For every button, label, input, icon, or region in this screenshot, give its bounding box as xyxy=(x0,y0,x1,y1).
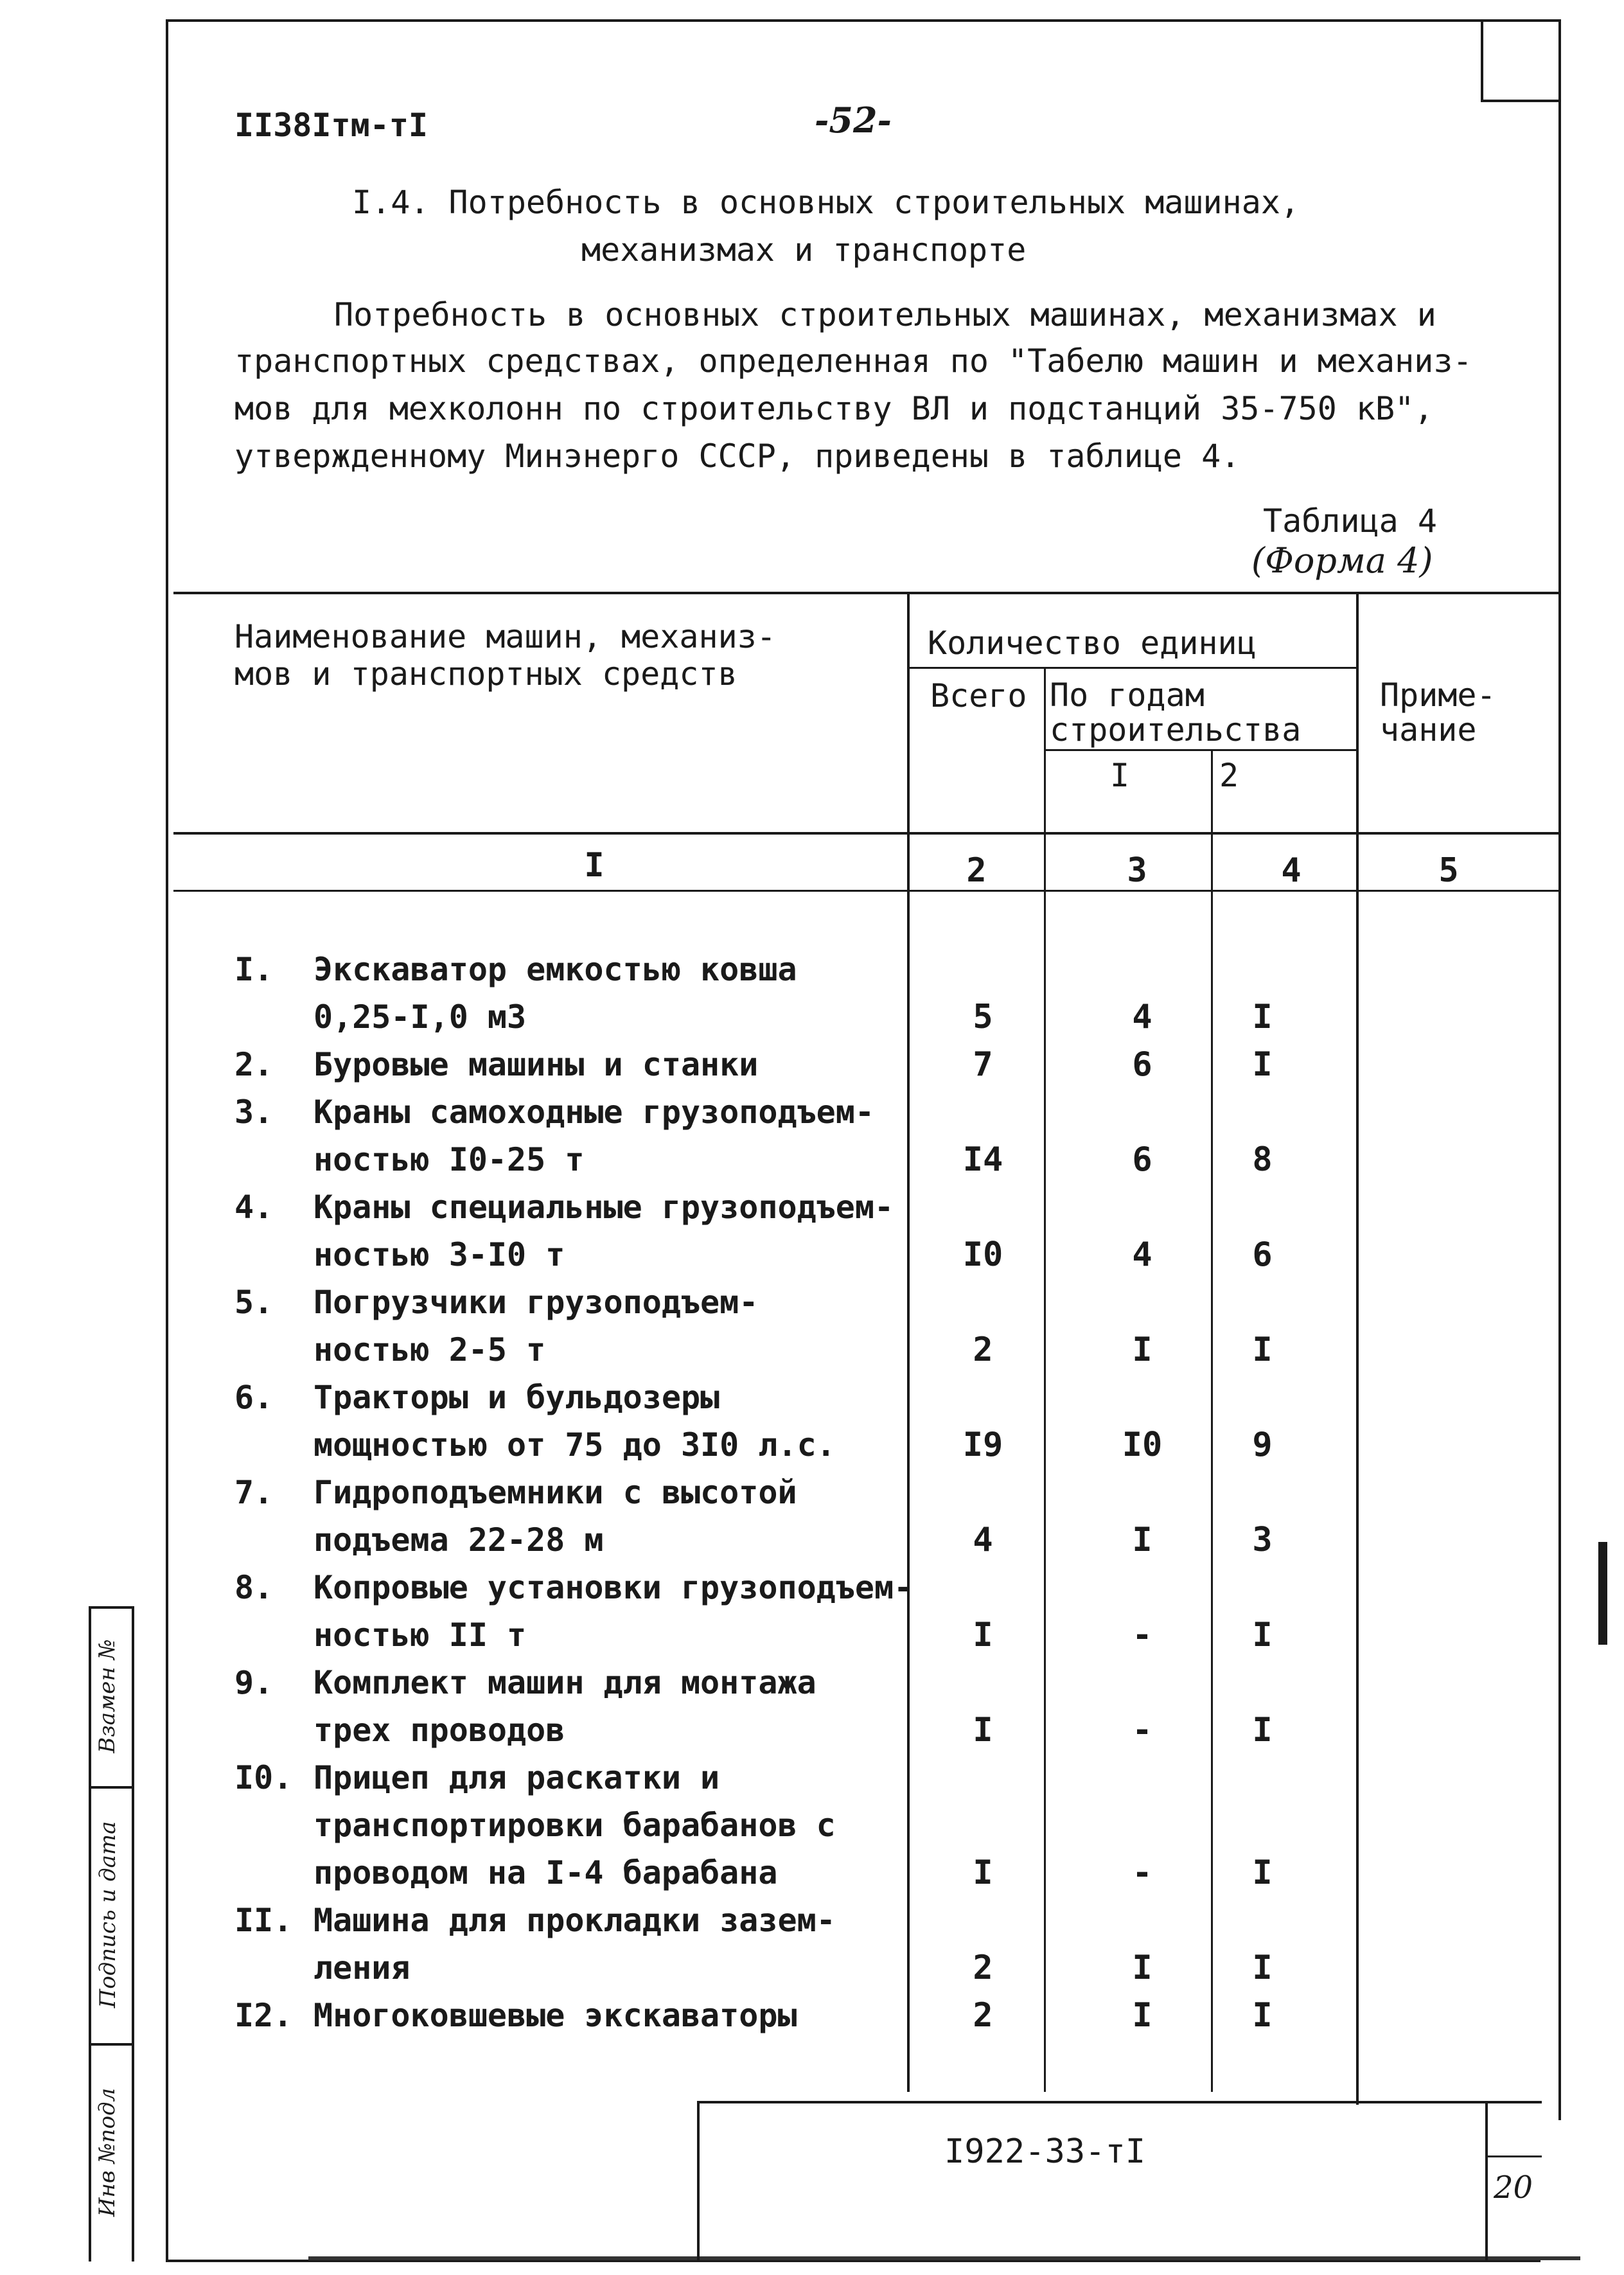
col-header-note-line1: Приме- xyxy=(1380,677,1496,714)
stamp-sheet-number: 20 xyxy=(1494,2170,1533,2206)
body-line-3: мов для мехколонн по строительству ВЛ и подстанций 35-750 кВ", xyxy=(234,390,1434,427)
col-number-3: 3 xyxy=(1127,851,1147,890)
doc-code: II38Iтм-тI xyxy=(234,107,428,144)
row-name-line1: Краны специальные грузоподъем- xyxy=(313,1189,894,1226)
right-edge-mark xyxy=(1598,1542,1607,1645)
row-name-line2: ностью 3-I0 т xyxy=(313,1236,565,1273)
col-divider-note xyxy=(1356,592,1359,2105)
row-name-line2: ностью II т xyxy=(313,1616,527,1654)
row-year1: - xyxy=(1132,1711,1152,1749)
row-name-line2: трех проводов xyxy=(313,1712,565,1749)
row-year1: 4 xyxy=(1132,998,1152,1036)
row-total: I4 xyxy=(962,1140,1003,1179)
row-number: I. xyxy=(234,951,274,988)
row-number: 6. xyxy=(234,1379,274,1416)
row-total: 5 xyxy=(973,998,993,1036)
row-year2: 3 xyxy=(1252,1521,1273,1559)
row-year1: I xyxy=(1132,1949,1152,1987)
row-name-line1: Тракторы и бульдозеры xyxy=(313,1379,720,1416)
page-bottom-edge xyxy=(308,2256,1580,2260)
stamp-top-rule xyxy=(697,2101,1542,2103)
row-name-line1: Машина для прокладки зазем- xyxy=(313,1902,836,1939)
row-number: 5. xyxy=(234,1284,274,1321)
row-total: 2 xyxy=(973,1331,993,1369)
years-subheader-rule xyxy=(1045,749,1358,751)
col-header-years-line1: По годам xyxy=(1050,677,1205,714)
row-number: 3. xyxy=(234,1093,274,1131)
row-year2: I xyxy=(1252,1711,1273,1749)
page-marker: -52- xyxy=(815,100,892,141)
stamp-sheet-divider xyxy=(1485,2101,1488,2262)
row-name-line3: проводом на I-4 барабана xyxy=(313,1854,778,1891)
margin-label-sign-date: Подпись и дата xyxy=(95,1821,121,2008)
frame-left-border xyxy=(166,19,168,2262)
col-header-year1: I xyxy=(1110,757,1130,794)
row-total: 2 xyxy=(973,1949,993,1987)
margin-label-replace-inv: Взамен № xyxy=(94,1639,120,1753)
row-year1: I xyxy=(1132,1331,1152,1369)
section-title-line1: I.4. Потребность в основных строительных машинах, xyxy=(352,184,1300,221)
row-year1: I0 xyxy=(1122,1426,1163,1464)
section-title-line2: механизмах и транспорте xyxy=(581,231,1027,269)
row-year1: 6 xyxy=(1132,1140,1152,1179)
row-name-line2: 0,25-I,0 м3 xyxy=(313,998,527,1036)
row-name-line1: Многоковшевые экскаваторы xyxy=(313,1997,797,2034)
row-total: I xyxy=(973,1711,993,1749)
row-year2: I xyxy=(1252,1045,1273,1084)
margin-stamp-left-rule xyxy=(89,1606,91,2262)
row-name-line2: ностью 2-5 т xyxy=(313,1331,546,1368)
row-name-line2: мощностью от 75 до 3I0 л.с. xyxy=(313,1426,836,1464)
margin-stamp-right-rule xyxy=(132,1606,134,2262)
table-caption-form: (Форма 4) xyxy=(1251,540,1433,581)
row-total: 2 xyxy=(973,1996,993,2035)
row-year2: I xyxy=(1252,1331,1273,1369)
stamp-sheet-rule xyxy=(1485,2155,1542,2157)
row-name-line1: Погрузчики грузоподъем- xyxy=(313,1284,759,1321)
row-total: I9 xyxy=(962,1426,1003,1464)
row-year1: 6 xyxy=(1132,1045,1152,1084)
col-header-total: Всего xyxy=(930,677,1027,714)
row-year2: 8 xyxy=(1252,1140,1273,1179)
row-total: I0 xyxy=(962,1235,1003,1274)
col-header-name-line2: мов и транспортных средств xyxy=(234,655,737,693)
header-bottom-rule xyxy=(173,832,1558,835)
col-header-year2: 2 xyxy=(1219,757,1239,794)
corner-box-bottom xyxy=(1481,100,1561,102)
row-name-line1: Экскаватор емкостью ковша xyxy=(313,951,797,988)
row-name-line2: транспортировки барабанов с xyxy=(313,1807,836,1844)
col-number-2: 2 xyxy=(966,851,987,890)
row-name-line2: ностью I0-25 т xyxy=(313,1141,585,1178)
row-year1: I xyxy=(1132,1521,1152,1559)
row-name-line1: Прицеп для раскатки и xyxy=(313,1759,720,1796)
row-total: I xyxy=(973,1616,993,1654)
col-number-1: I xyxy=(584,846,605,885)
body-line-1: Потребность в основных строительных машинах, механизмах и xyxy=(334,296,1436,333)
col-divider-name xyxy=(907,592,910,2092)
col-header-years-line2: строительства xyxy=(1050,711,1302,748)
row-total: I xyxy=(973,1854,993,1892)
row-number: I0. xyxy=(234,1759,293,1796)
row-number: I2. xyxy=(234,1997,293,2034)
row-number: II. xyxy=(234,1902,293,1939)
row-year2: 9 xyxy=(1252,1426,1273,1464)
row-year1: 4 xyxy=(1132,1235,1152,1274)
row-year2: I xyxy=(1252,1996,1273,2035)
col-number-5: 5 xyxy=(1438,851,1459,890)
col-header-qty: Количество единиц xyxy=(928,624,1257,662)
row-year1: I xyxy=(1132,1996,1152,2035)
row-year2: I xyxy=(1252,1616,1273,1654)
row-year1: - xyxy=(1132,1616,1152,1654)
row-name-line1: Комплект машин для монтажа xyxy=(313,1664,816,1701)
qty-group-rule xyxy=(908,667,1358,669)
table-caption-label: Таблица 4 xyxy=(1263,502,1437,540)
row-year2: I xyxy=(1252,998,1273,1036)
corner-box-left xyxy=(1481,19,1483,102)
body-line-4: утвержденному Минэнерго СССР, приведены в таблице 4. xyxy=(234,438,1240,475)
row-total: 4 xyxy=(973,1521,993,1559)
row-number: 8. xyxy=(234,1569,274,1606)
margin-stamp-divider2 xyxy=(89,2043,134,2046)
col-number-4: 4 xyxy=(1281,851,1302,890)
row-number: 4. xyxy=(234,1189,274,1226)
row-name-line1: Краны самоходные грузоподъем- xyxy=(313,1093,874,1131)
frame-right-border xyxy=(1558,19,1561,2120)
row-number: 7. xyxy=(234,1474,274,1511)
table-top-rule xyxy=(173,592,1558,594)
col-header-name-line1: Наименование машин, механиз- xyxy=(234,618,776,655)
row-total: 7 xyxy=(973,1045,993,1084)
row-name-line2: ления xyxy=(313,1949,410,1987)
row-year2: I xyxy=(1252,1854,1273,1892)
row-name-line1: Буровые машины и станки xyxy=(313,1046,759,1083)
body-line-2: транспортных средствах, определенная по "Табелю машин и механиз- xyxy=(234,342,1472,380)
row-number: 2. xyxy=(234,1046,274,1083)
stamp-document-code: I922-33-тI xyxy=(944,2132,1146,2171)
row-year2: 6 xyxy=(1252,1235,1273,1274)
row-number: 9. xyxy=(234,1664,274,1701)
frame-top-border xyxy=(166,19,1561,22)
row-name-line2: подъема 22-28 м xyxy=(313,1521,604,1559)
row-name-line1: Копровые установки грузоподъем- xyxy=(313,1569,914,1606)
col-header-note-line2: чание xyxy=(1380,711,1477,748)
row-name-line1: Гидроподъемники с высотой xyxy=(313,1474,797,1511)
stamp-left-rule xyxy=(697,2101,700,2262)
row-year1: - xyxy=(1132,1854,1152,1892)
row-year2: I xyxy=(1252,1949,1273,1987)
margin-label-inv-no: Инв №подл xyxy=(94,2087,120,2217)
